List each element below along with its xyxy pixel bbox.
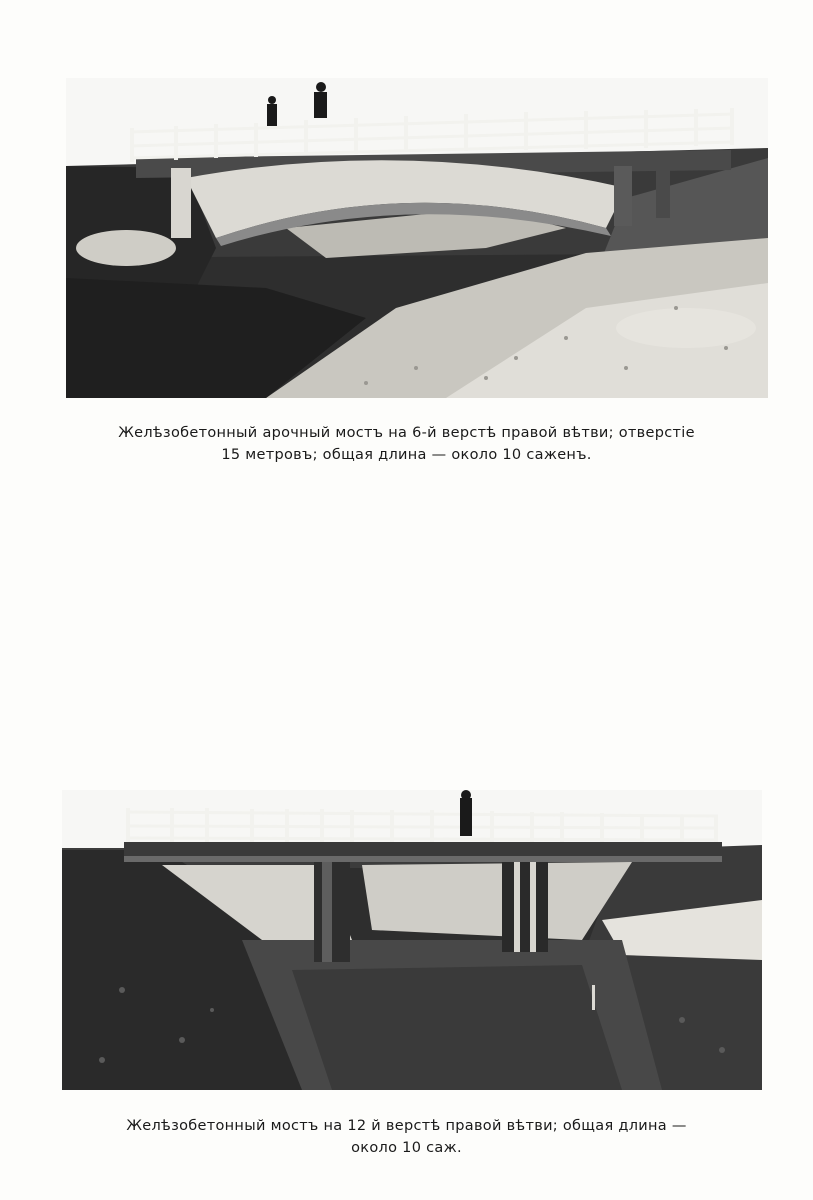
caption-line: Желѣзобетонный мостъ на 12 й верстѣ правой вѣтви; общая длина — xyxy=(126,1118,687,1134)
photo-beam-bridge xyxy=(62,790,762,1090)
caption-line: около 10 саж. xyxy=(351,1140,462,1156)
caption-arch-bridge xyxy=(0,422,813,466)
photo-arch-bridge xyxy=(66,78,768,398)
caption-line: 15 метровъ; общая длина — около 10 саженъ. xyxy=(221,447,592,463)
caption-line: Желѣзобетонный арочный мостъ на 6-й верстѣ правой вѣтви; отверстіе xyxy=(118,425,695,441)
caption-beam-bridge xyxy=(0,1115,813,1159)
